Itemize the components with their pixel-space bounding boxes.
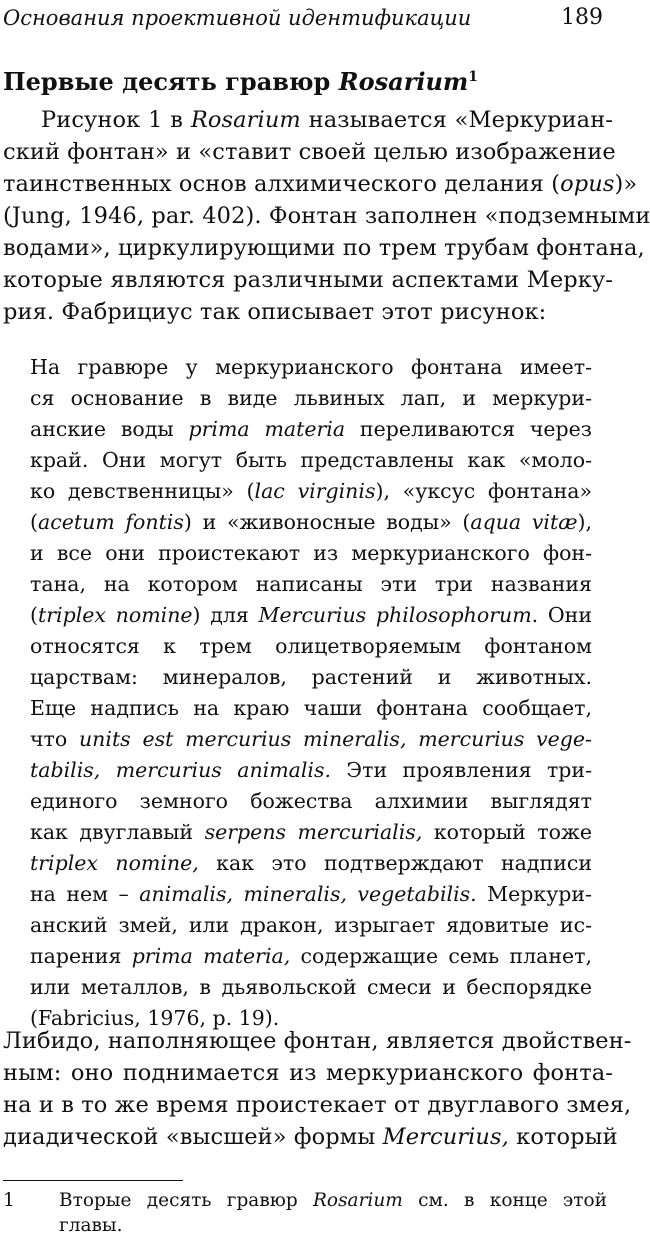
text-line bbox=[30, 693, 592, 724]
italic-text-segment: Rosarium bbox=[190, 107, 301, 133]
text-segment: парения bbox=[30, 944, 132, 968]
italic-text-segment: triplex nomine, bbox=[30, 851, 199, 875]
text-segment: ным: оно поднимается из меркурианского фонта- bbox=[3, 1060, 613, 1086]
text-segment: )» bbox=[614, 171, 638, 197]
block-quote bbox=[30, 352, 592, 1034]
text-segment: На гравюре у меркурианского фонтана имеет- bbox=[30, 355, 592, 379]
text-segment: ко девственницы» ( bbox=[30, 479, 255, 503]
text-segment: ( bbox=[30, 510, 38, 534]
text-line bbox=[30, 817, 592, 848]
text-segment: (Fabricius, 1976, p. 19). bbox=[30, 1006, 280, 1030]
footnote-reference: 1 bbox=[468, 69, 479, 85]
text-line bbox=[3, 1057, 613, 1089]
text-segment: как это подтверждают надписи bbox=[198, 851, 593, 875]
text-segment: на и в то же время проистекает от двуглавого змея, bbox=[3, 1092, 632, 1118]
text-segment: и все они проистекают из меркурианского фон- bbox=[30, 541, 592, 565]
footnote-text bbox=[59, 1188, 607, 1238]
text-segment: ), «уксус фонтана» bbox=[375, 479, 593, 503]
italic-text-segment: opus bbox=[560, 171, 615, 197]
text-segment: рия. Фабрициус так описывает этот рисунок: bbox=[3, 299, 547, 325]
text-segment: ся основание в виде львиных лап, и меркури- bbox=[30, 386, 592, 410]
text-segment: (Jung, 1946, par. 402). Фонтан заполнен «подземными bbox=[3, 203, 650, 229]
text-line bbox=[30, 755, 592, 786]
italic-text-segment: Mercurius philosophorum bbox=[258, 603, 532, 627]
heading-italic-text: Rosarium bbox=[338, 67, 469, 96]
text-line bbox=[30, 538, 592, 569]
text-line bbox=[3, 1089, 632, 1121]
text-line bbox=[30, 724, 592, 755]
text-segment: относятся к трем олицетворяемым фонтаном bbox=[30, 634, 592, 658]
italic-text-segment: units est mercurius mineralis, mercurius vege- bbox=[78, 727, 592, 751]
text-segment: см. в конце этой bbox=[402, 1190, 608, 1211]
text-line bbox=[30, 383, 592, 414]
paragraph-1 bbox=[3, 104, 650, 328]
running-title: Основания проективной идентификации bbox=[3, 6, 472, 30]
italic-text-segment: lac virginis bbox=[254, 479, 376, 503]
text-line bbox=[3, 296, 613, 328]
text-line bbox=[30, 879, 592, 910]
text-line bbox=[3, 136, 616, 168]
text-segment: называется «Меркуриан- bbox=[300, 107, 613, 133]
text-segment: переливаются через bbox=[345, 417, 592, 441]
text-segment: тана, на котором написаны эти три названия bbox=[30, 572, 592, 596]
text-segment: Вторые десять гравюр bbox=[59, 1190, 313, 1211]
text-segment: который bbox=[508, 1124, 618, 1150]
text-line bbox=[30, 910, 592, 941]
text-segment: Либидо, наполняющее фонтан, является двойствен- bbox=[3, 1028, 632, 1054]
text-segment: ( bbox=[30, 603, 38, 627]
page-number: 189 bbox=[561, 5, 603, 30]
text-segment: Меркури- bbox=[476, 882, 592, 906]
text-line bbox=[3, 168, 638, 200]
text-segment: край. Они могут быть представлены как «моло- bbox=[30, 448, 592, 472]
text-segment: которые являются различными аспектами Мерку- bbox=[3, 267, 613, 293]
italic-text-segment: tabilis, mercurius animalis. bbox=[30, 758, 332, 782]
italic-text-segment: serpens mercurialis, bbox=[204, 820, 423, 844]
italic-text-segment: aqua vitæ bbox=[470, 510, 578, 534]
text-segment: диадической «высшей» формы bbox=[3, 1124, 383, 1150]
text-line bbox=[59, 1188, 607, 1213]
text-line bbox=[3, 232, 645, 264]
running-head bbox=[3, 4, 603, 44]
italic-text-segment: prima materia, bbox=[131, 944, 291, 968]
text-segment: ский фонтан» и «ставит своей целью изображение bbox=[3, 139, 616, 165]
text-segment: главы. bbox=[59, 1215, 123, 1236]
text-line bbox=[30, 414, 592, 445]
text-line bbox=[30, 476, 592, 507]
text-segment: Эти проявления три- bbox=[331, 758, 593, 782]
italic-text-segment: prima materia bbox=[188, 417, 346, 441]
text-line bbox=[30, 352, 592, 383]
footnote-divider bbox=[3, 1180, 183, 1181]
text-segment: Рисунок 1 в bbox=[41, 107, 191, 133]
text-line bbox=[3, 104, 613, 136]
italic-text-segment: Rosarium bbox=[313, 1190, 403, 1211]
text-segment: на нем – bbox=[30, 882, 140, 906]
text-line bbox=[59, 1213, 607, 1238]
text-segment: ), bbox=[577, 510, 592, 534]
text-segment: . Они bbox=[531, 603, 593, 627]
text-segment: единого земного божества алхимии выглядят bbox=[30, 789, 592, 813]
italic-text-segment: triplex nomine bbox=[38, 603, 193, 627]
text-segment: водами», циркулирующими по трем трубам фонтана, bbox=[3, 235, 645, 261]
text-line bbox=[30, 848, 592, 879]
footnote-number: 1 bbox=[3, 1190, 15, 1211]
text-line bbox=[30, 507, 592, 538]
text-line bbox=[30, 972, 592, 1003]
paragraph-2 bbox=[3, 1025, 632, 1153]
text-line bbox=[30, 569, 592, 600]
section-heading bbox=[3, 66, 478, 98]
heading-text: Первые десять гравюр bbox=[3, 67, 339, 96]
text-segment: который тоже bbox=[422, 820, 592, 844]
text-segment: царствам: минералов, растений и животных. bbox=[30, 665, 592, 689]
text-segment: содержащие семь планет, bbox=[290, 944, 592, 968]
text-segment: что bbox=[30, 727, 79, 751]
text-line bbox=[3, 264, 613, 296]
text-segment: или металлов, в дьявольской смеси и беспорядке bbox=[30, 975, 592, 999]
text-segment: ) и «живоносные воды» ( bbox=[183, 510, 471, 534]
text-segment: таинственных основ алхимического делания ( bbox=[3, 171, 561, 197]
text-segment: Еще надпись на краю чаши фонтана сообщает, bbox=[30, 696, 592, 720]
text-line bbox=[3, 1025, 632, 1057]
text-line bbox=[3, 1121, 618, 1153]
text-line bbox=[30, 631, 592, 662]
text-line bbox=[30, 786, 592, 817]
text-line bbox=[30, 600, 592, 631]
italic-text-segment: acetum fontis bbox=[38, 510, 184, 534]
text-line bbox=[30, 445, 592, 476]
italic-text-segment: animalis, mineralis, vegetabilis. bbox=[139, 882, 477, 906]
text-segment: как двуглавый bbox=[30, 820, 205, 844]
text-line bbox=[30, 941, 592, 972]
text-line bbox=[3, 200, 650, 232]
italic-text-segment: Mercurius, bbox=[382, 1124, 509, 1150]
text-line bbox=[30, 662, 592, 693]
text-segment: ) для bbox=[192, 603, 259, 627]
text-segment: анский змей, или дракон, изрыгает ядовитые ис- bbox=[30, 913, 592, 937]
text-segment: анские воды bbox=[30, 417, 189, 441]
